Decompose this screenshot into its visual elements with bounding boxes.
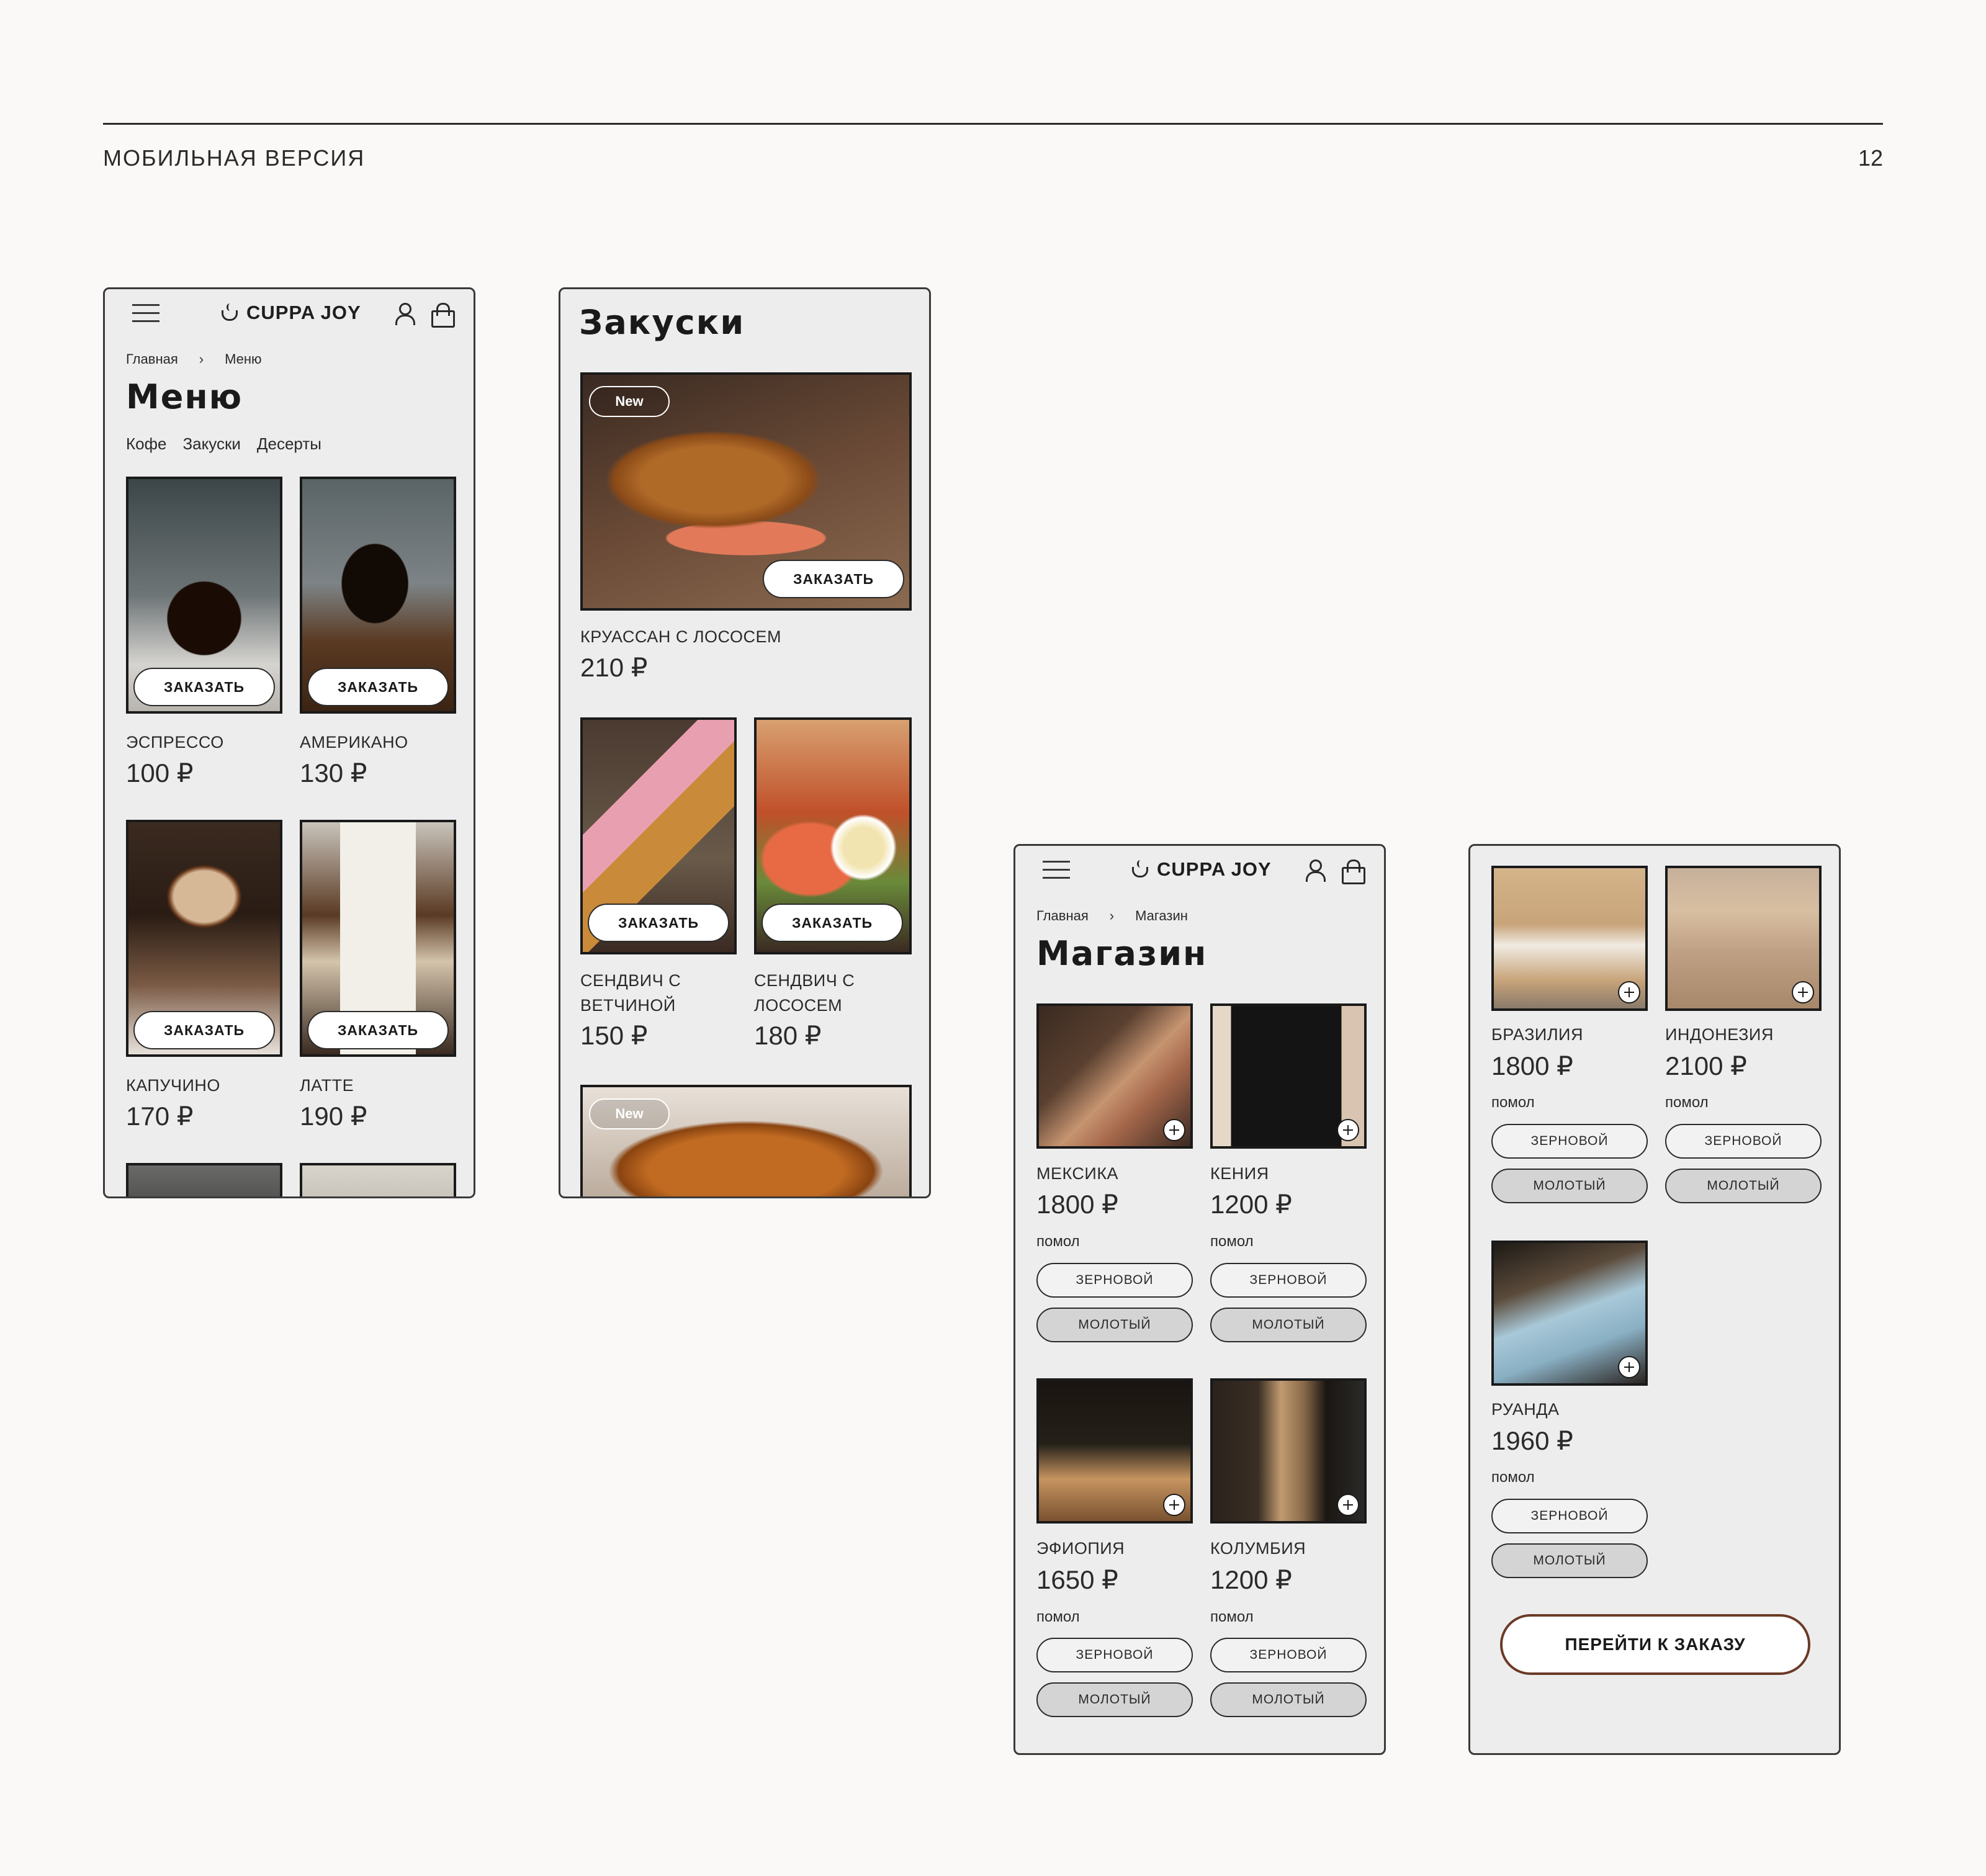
- page-title: Закуски: [579, 303, 745, 342]
- grind-label: помол: [1210, 1233, 1254, 1250]
- menu-icon[interactable]: [132, 304, 160, 323]
- item-name: АМЕРИКАНО: [300, 733, 408, 752]
- option-ground-button[interactable]: МОЛОТЫЙ: [1491, 1169, 1648, 1203]
- add-icon[interactable]: [1163, 1119, 1185, 1141]
- mexico-coffee-photo: [1036, 1003, 1193, 1149]
- product-photo: [300, 1163, 456, 1198]
- order-button[interactable]: ЗАКАЗАТЬ: [307, 1011, 449, 1049]
- product-photo: [126, 1163, 282, 1198]
- item-name: ИНДОНЕЗИЯ: [1665, 1025, 1774, 1044]
- item-name: [754, 968, 855, 1018]
- logo-text: CUPPA JOY: [1157, 858, 1272, 880]
- breadcrumb: [126, 351, 262, 367]
- page-title: Магазин: [1036, 934, 1208, 973]
- add-icon[interactable]: [1163, 1494, 1185, 1516]
- grind-label: помол: [1491, 1094, 1535, 1111]
- option-ground-button[interactable]: МОЛОТЫЙ: [1210, 1682, 1367, 1717]
- option-beans-button[interactable]: ЗЕРНОВОЙ: [1210, 1638, 1367, 1672]
- kenya-coffee-photo: [1210, 1003, 1367, 1149]
- logo[interactable]: [1131, 858, 1272, 881]
- grind-label: помол: [1036, 1609, 1080, 1625]
- item-name-line: ЛОСОСЕМ: [754, 996, 843, 1015]
- logo[interactable]: [220, 302, 361, 324]
- grind-label: помол: [1665, 1094, 1709, 1111]
- option-beans-button[interactable]: ЗЕРНОВОЙ: [1491, 1124, 1648, 1159]
- grind-label: помол: [1491, 1469, 1535, 1486]
- item-price: 1650 ₽: [1036, 1565, 1118, 1594]
- salmon-sandwich-photo: [754, 717, 912, 954]
- bag-icon[interactable]: [1342, 859, 1362, 881]
- user-icon[interactable]: [1305, 859, 1323, 881]
- add-icon[interactable]: [1618, 981, 1640, 1003]
- brazil-coffee-photo: [1491, 866, 1648, 1011]
- order-button[interactable]: ЗАКАЗАТЬ: [133, 668, 275, 706]
- grind-label: помол: [1036, 1233, 1080, 1250]
- latte-photo: [300, 820, 456, 1057]
- add-icon[interactable]: [1792, 981, 1814, 1003]
- breadcrumb-home[interactable]: Главная: [1036, 908, 1089, 923]
- option-beans-button[interactable]: ЗЕРНОВОЙ: [1036, 1638, 1193, 1672]
- americano-photo: [300, 477, 456, 714]
- checkout-button[interactable]: ПЕРЕЙТИ К ЗАКАЗУ: [1500, 1614, 1810, 1675]
- item-name: ЭФИОПИЯ: [1036, 1539, 1125, 1558]
- ethiopia-coffee-photo: [1036, 1378, 1193, 1524]
- cappuccino-photo: [126, 820, 282, 1057]
- item-name-line: ВЕТЧИНОЙ: [580, 996, 676, 1015]
- cup-logo-icon: [220, 303, 239, 322]
- item-name: КЕНИЯ: [1210, 1164, 1269, 1183]
- option-beans-button[interactable]: ЗЕРНОВОЙ: [1210, 1263, 1367, 1298]
- user-icon[interactable]: [394, 303, 413, 324]
- option-ground-button[interactable]: МОЛОТЫЙ: [1036, 1308, 1193, 1342]
- item-price: 100 ₽: [126, 758, 194, 788]
- item-price: 2100 ₽: [1665, 1051, 1747, 1080]
- option-ground-button[interactable]: МОЛОТЫЙ: [1036, 1682, 1193, 1717]
- snacks-screen: [559, 287, 931, 1198]
- shop-screen-continued: [1468, 844, 1841, 1755]
- item-name: РУАНДА: [1491, 1400, 1560, 1419]
- order-button[interactable]: ЗАКАЗАТЬ: [133, 1011, 275, 1049]
- breadcrumb-current: Магазин: [1135, 908, 1188, 923]
- section-title: МОБИЛЬНАЯ ВЕРСИЯ: [103, 145, 366, 171]
- colombia-coffee-photo: [1210, 1378, 1367, 1524]
- page-title: Меню: [126, 377, 243, 416]
- croissant-photo: [580, 1085, 912, 1198]
- espresso-photo: [126, 477, 282, 714]
- item-name: БРАЗИЛИЯ: [1491, 1025, 1583, 1044]
- breadcrumb-home[interactable]: Главная: [126, 351, 178, 367]
- option-beans-button[interactable]: ЗЕРНОВОЙ: [1036, 1263, 1193, 1298]
- item-name: МЕКСИКА: [1036, 1164, 1119, 1183]
- menu-icon[interactable]: [1043, 861, 1070, 879]
- item-name: ЛАТТЕ: [300, 1076, 354, 1095]
- item-name-line: СЕНДВИЧ С: [754, 971, 855, 990]
- add-icon[interactable]: [1337, 1119, 1359, 1141]
- new-badge: New: [589, 1098, 670, 1129]
- item-price: 190 ₽: [300, 1102, 367, 1131]
- breadcrumb-current: Меню: [225, 351, 262, 367]
- cup-logo-icon: [1131, 860, 1149, 879]
- item-name: КАПУЧИНО: [126, 1076, 220, 1095]
- tab-snacks[interactable]: Закуски: [182, 434, 241, 453]
- item-price: 1960 ₽: [1491, 1426, 1573, 1455]
- new-badge: New: [589, 386, 670, 417]
- item-name: КРУАССАН С ЛОСОСЕМ: [580, 627, 781, 646]
- logo-text: CUPPA JOY: [246, 302, 361, 323]
- chevron-right-icon: ›: [1109, 908, 1115, 923]
- rwanda-coffee-photo: [1491, 1241, 1648, 1386]
- chevron-right-icon: ›: [199, 351, 204, 367]
- item-price: 1200 ₽: [1210, 1190, 1292, 1219]
- add-icon[interactable]: [1618, 1356, 1640, 1378]
- item-price: 170 ₽: [126, 1102, 194, 1131]
- shop-screen: [1013, 844, 1386, 1755]
- item-price: 1200 ₽: [1210, 1565, 1292, 1594]
- add-icon[interactable]: [1337, 1494, 1359, 1516]
- menu-screen: [103, 287, 475, 1198]
- item-price: 180 ₽: [754, 1021, 822, 1050]
- grind-label: помол: [1210, 1609, 1254, 1625]
- option-ground-button[interactable]: МОЛОТЫЙ: [1491, 1543, 1648, 1578]
- item-name: ЭСПРЕССО: [126, 733, 224, 752]
- order-button[interactable]: ЗАКАЗАТЬ: [588, 904, 729, 942]
- item-name: [580, 968, 681, 1018]
- tab-desserts[interactable]: Десерты: [256, 434, 321, 453]
- item-price: 150 ₽: [580, 1021, 648, 1050]
- ham-sandwich-photo: [580, 717, 737, 954]
- indonesia-coffee-photo: [1665, 866, 1822, 1011]
- option-ground-button[interactable]: МОЛОТЫЙ: [1665, 1169, 1822, 1203]
- item-price: 130 ₽: [300, 758, 367, 788]
- croissant-salmon-photo: [580, 372, 912, 611]
- top-divider: [103, 123, 1883, 125]
- option-ground-button[interactable]: МОЛОТЫЙ: [1210, 1308, 1367, 1342]
- item-price: 1800 ₽: [1491, 1051, 1573, 1080]
- bag-icon[interactable]: [431, 303, 451, 324]
- order-button[interactable]: ЗАКАЗАТЬ: [763, 560, 904, 598]
- item-name-line: СЕНДВИЧ С: [580, 971, 681, 990]
- item-price: 210 ₽: [580, 653, 648, 682]
- option-beans-button[interactable]: ЗЕРНОВОЙ: [1491, 1499, 1648, 1533]
- order-button[interactable]: ЗАКАЗАТЬ: [762, 904, 903, 942]
- order-button[interactable]: ЗАКАЗАТЬ: [307, 668, 449, 706]
- tab-coffee[interactable]: Кофе: [126, 434, 167, 453]
- item-name: КОЛУМБИЯ: [1210, 1539, 1306, 1558]
- option-beans-button[interactable]: ЗЕРНОВОЙ: [1665, 1124, 1822, 1159]
- breadcrumb: [1036, 908, 1188, 924]
- item-price: 1800 ₽: [1036, 1190, 1118, 1219]
- page-number: 12: [1858, 145, 1883, 171]
- category-tabs: [126, 434, 321, 454]
